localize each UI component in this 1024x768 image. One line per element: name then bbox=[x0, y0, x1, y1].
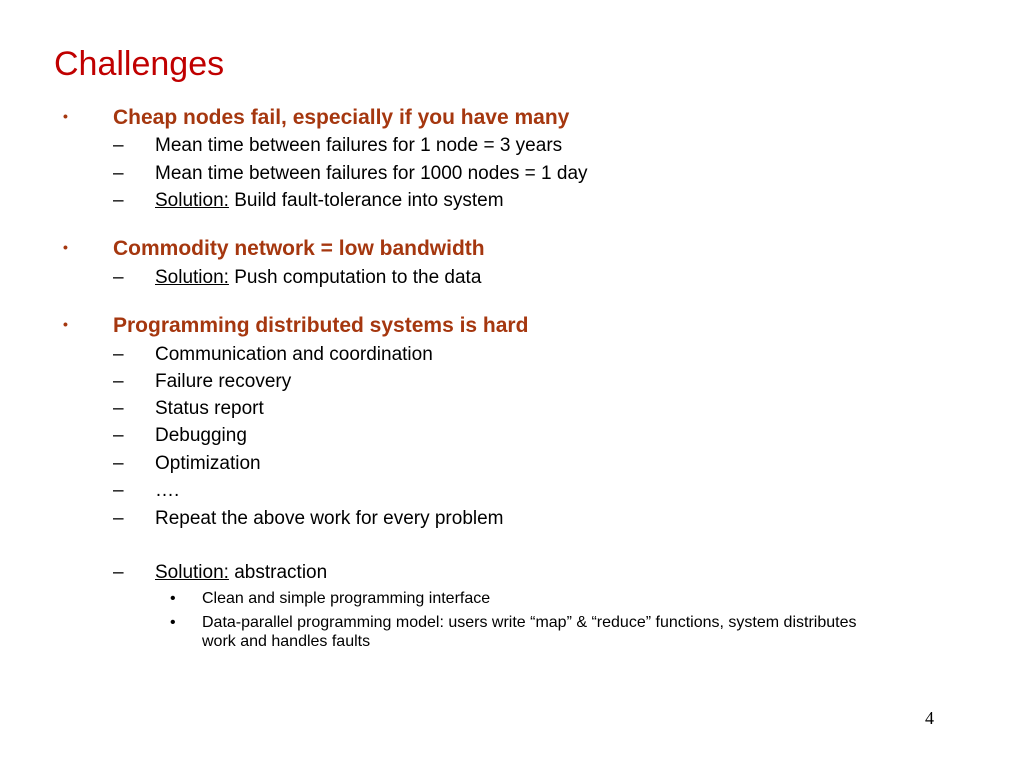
section-heading-node-failures bbox=[63, 105, 570, 131]
list-item: – Communication and coordination bbox=[113, 344, 433, 365]
solution-label: Solution: bbox=[155, 267, 229, 288]
sub-list-item: • Data-parallel programming model: users write “map” & “reduce” functions, system distributes bbox=[170, 614, 857, 631]
bullet-marker: • bbox=[170, 590, 176, 607]
dash-marker: – bbox=[113, 480, 124, 501]
dash-marker: – bbox=[113, 508, 124, 529]
page-number: 4 bbox=[925, 708, 934, 728]
list-item: – Mean time between failures for 1 node = 3 years bbox=[113, 135, 563, 156]
solution-label: Solution: bbox=[155, 562, 229, 583]
heading-text: Commodity network = low bandwidth bbox=[113, 237, 485, 260]
solution-item bbox=[113, 266, 482, 290]
sub-list-item: • Clean and simple programming interface bbox=[170, 590, 491, 607]
list-item: – Debugging bbox=[113, 425, 247, 446]
dash-marker: – bbox=[113, 562, 124, 583]
list-item: – Mean time between failures for 1000 nodes = 1 day bbox=[113, 163, 588, 184]
solution-text: Push computation to the data bbox=[228, 267, 482, 288]
bullet-marker: • bbox=[63, 239, 68, 255]
dash-marker: – bbox=[113, 267, 124, 288]
dash-marker: – bbox=[113, 163, 124, 184]
bullet-marker: • bbox=[63, 108, 68, 124]
solution-label: Solution: bbox=[155, 190, 229, 211]
section-heading-programming bbox=[63, 313, 529, 339]
dash-marker: – bbox=[113, 425, 124, 446]
section-heading-network bbox=[63, 236, 485, 262]
list-item: – …. bbox=[113, 480, 180, 501]
dash-marker: – bbox=[113, 135, 124, 156]
heading-text: Programming distributed systems is hard bbox=[113, 314, 529, 337]
list-item: – Optimization bbox=[113, 453, 261, 474]
slide-title: Challenges bbox=[54, 45, 225, 83]
solution-text: abstraction bbox=[228, 562, 328, 583]
list-item: – Failure recovery bbox=[113, 371, 292, 392]
solution-item bbox=[113, 189, 504, 213]
bullet-marker: • bbox=[63, 316, 68, 332]
heading-text: Cheap nodes fail, especially if you have many bbox=[113, 106, 570, 129]
dash-marker: – bbox=[113, 453, 124, 474]
sub-list-item-continuation: work and handles faults bbox=[202, 633, 371, 650]
dash-marker: – bbox=[113, 371, 124, 392]
list-item: – Repeat the above work for every problem bbox=[113, 508, 504, 529]
solution-item bbox=[113, 561, 328, 585]
dash-marker: – bbox=[113, 190, 124, 211]
dash-marker: – bbox=[113, 398, 124, 419]
dash-marker: – bbox=[113, 344, 124, 365]
bullet-marker: • bbox=[170, 614, 176, 631]
list-item: – Status report bbox=[113, 398, 264, 419]
solution-text: Build fault-tolerance into system bbox=[228, 190, 504, 211]
